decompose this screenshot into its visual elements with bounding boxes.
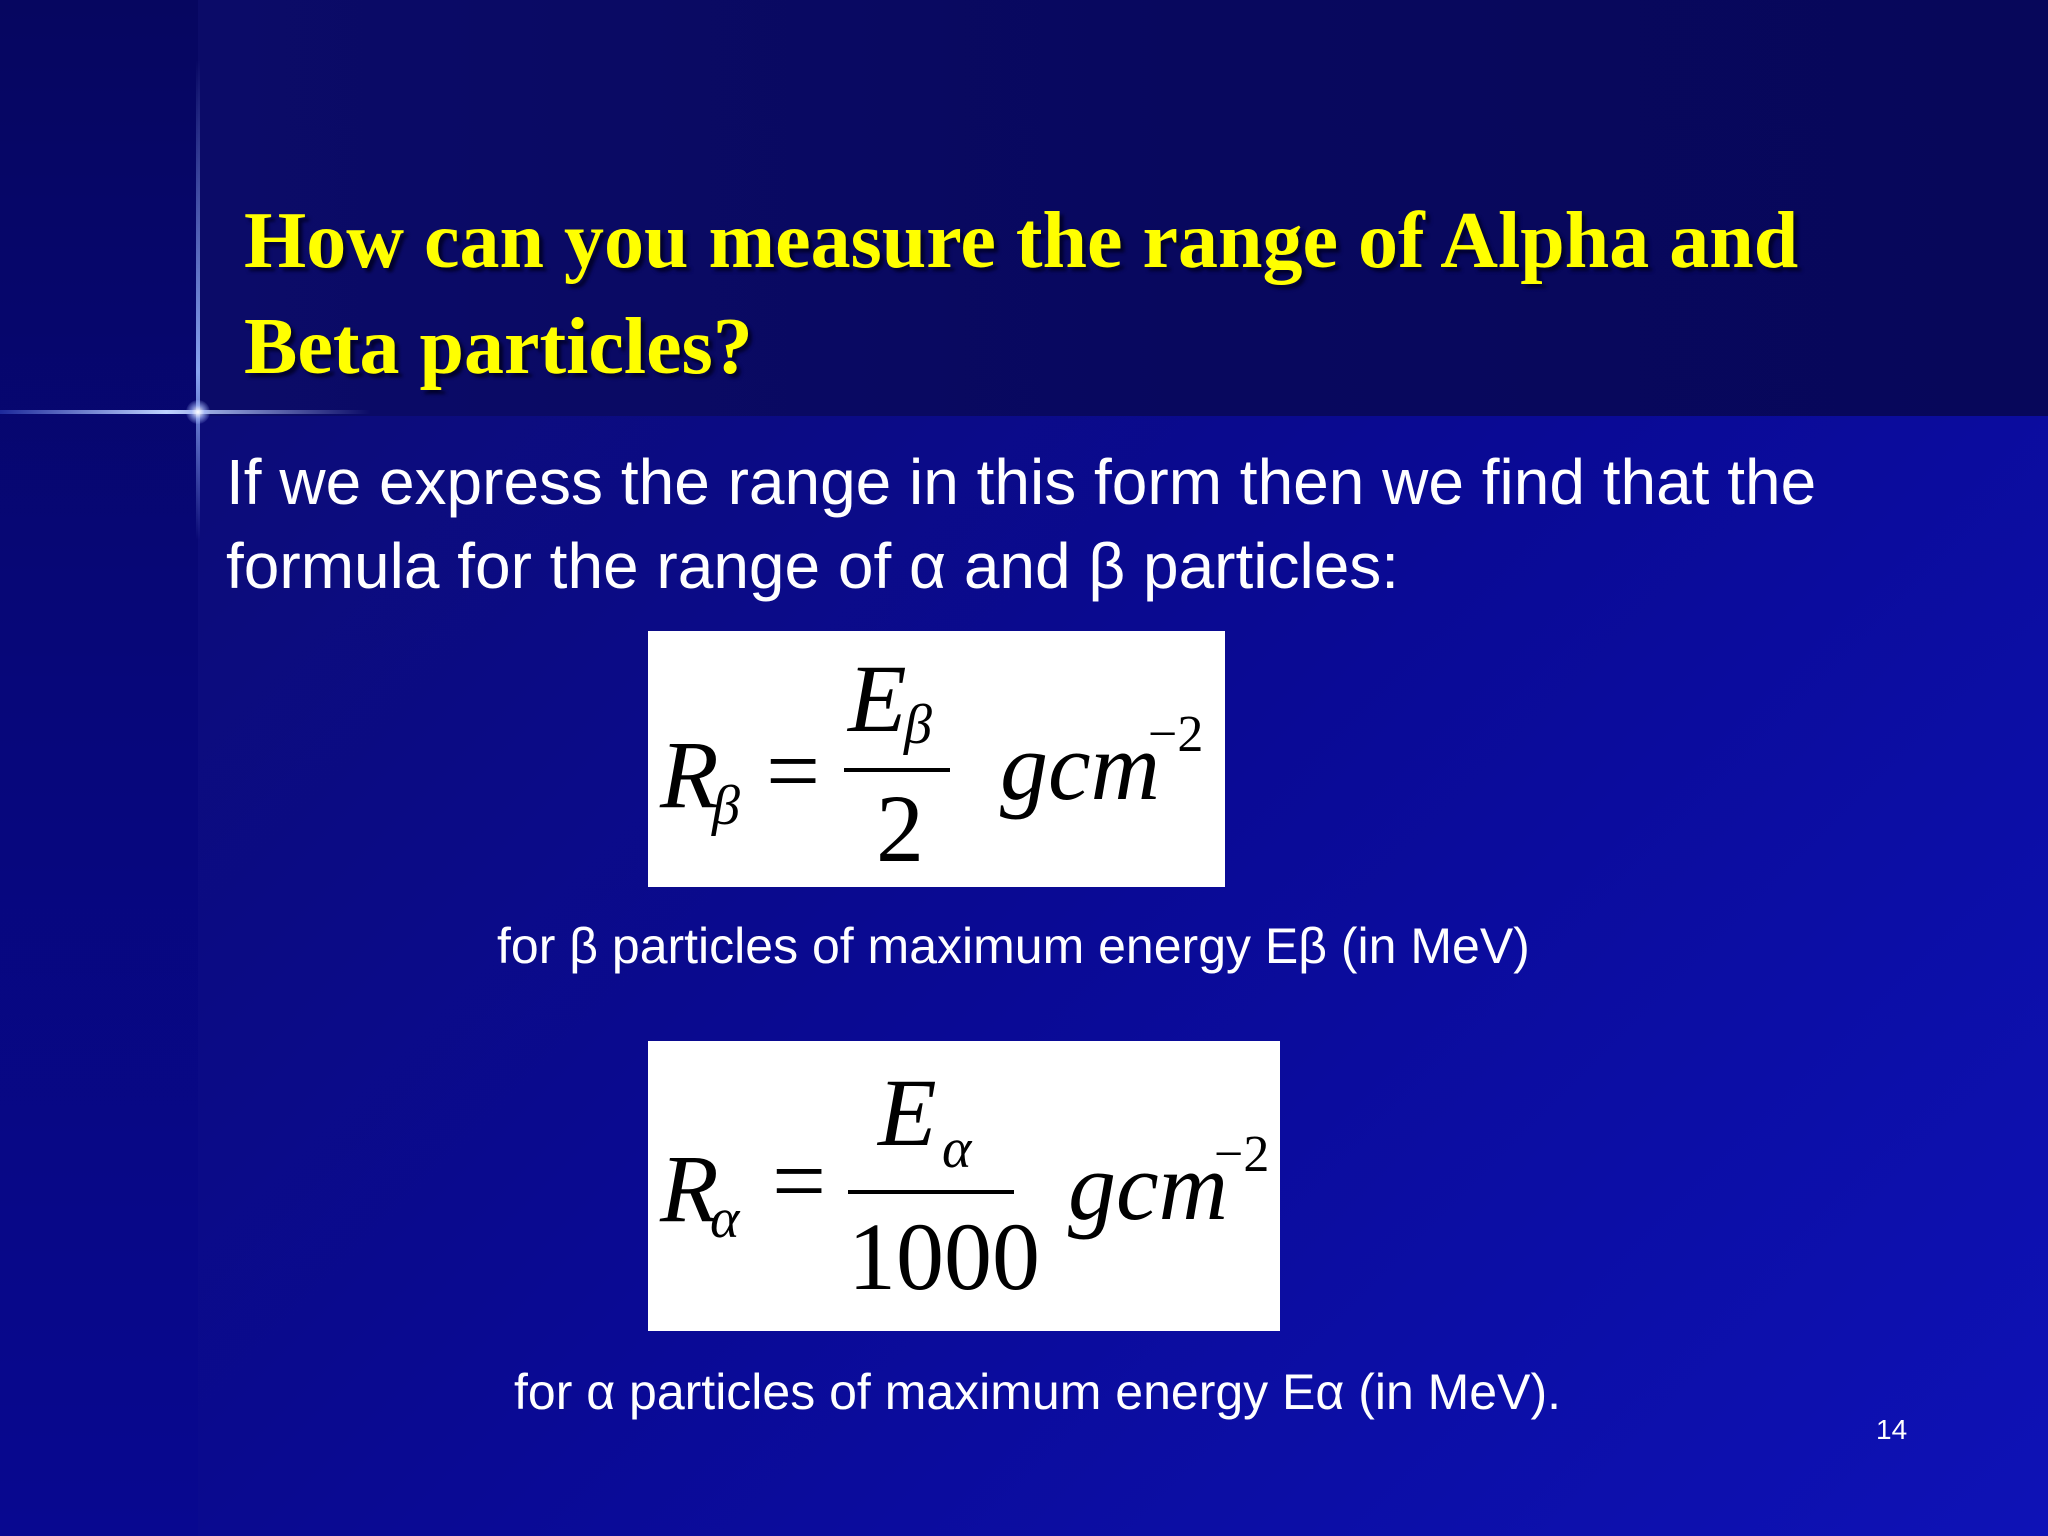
formula-alpha [648,1041,1280,1331]
formula-beta-lhs: R [660,721,719,828]
background-left-panel [0,0,198,1536]
caption-beta: for β particles of maximum energy Eβ (in MeV) [497,918,1530,974]
formula-alpha-equals: = [772,1127,827,1234]
formula-alpha-unit-exponent: −2 [1214,1126,1270,1183]
formula-beta-numerator: E [848,645,907,752]
caption-alpha: for α particles of maximum energy Eα (in MeV). [514,1364,1561,1420]
formula-beta-lhs-sub: β [712,775,740,837]
formula-beta-denominator: 2 [876,775,924,882]
formula-beta [648,631,1225,887]
formula-alpha-fraction-bar [848,1190,1014,1194]
formula-beta-unit-exponent: −2 [1148,706,1204,763]
formula-alpha-lhs-sub: α [710,1188,740,1250]
decorative-horizontal-line [0,410,370,414]
formula-alpha-denominator: 1000 [848,1203,1040,1310]
formula-alpha-lhs: R [660,1135,719,1242]
formula-beta-unit: gcm [1000,713,1160,820]
formula-alpha-unit: gcm [1068,1133,1228,1240]
formula-beta-fraction-bar [844,768,950,772]
formula-beta-equals: = [766,717,821,824]
intro-text: If we express the range in this form then we find that the formula for the range of α and β particles: [226,446,1817,602]
page-number: 14 [1876,1414,1908,1445]
formula-beta-numerator-sub: β [904,694,932,756]
slide-title: How can you measure the range of Alpha and Beta particles? [244,197,1799,391]
formula-alpha-numerator: E [878,1059,937,1166]
formula-alpha-numerator-sub: α [942,1118,972,1180]
decorative-vertical-line [196,60,200,540]
decorative-sparkle [186,400,210,424]
